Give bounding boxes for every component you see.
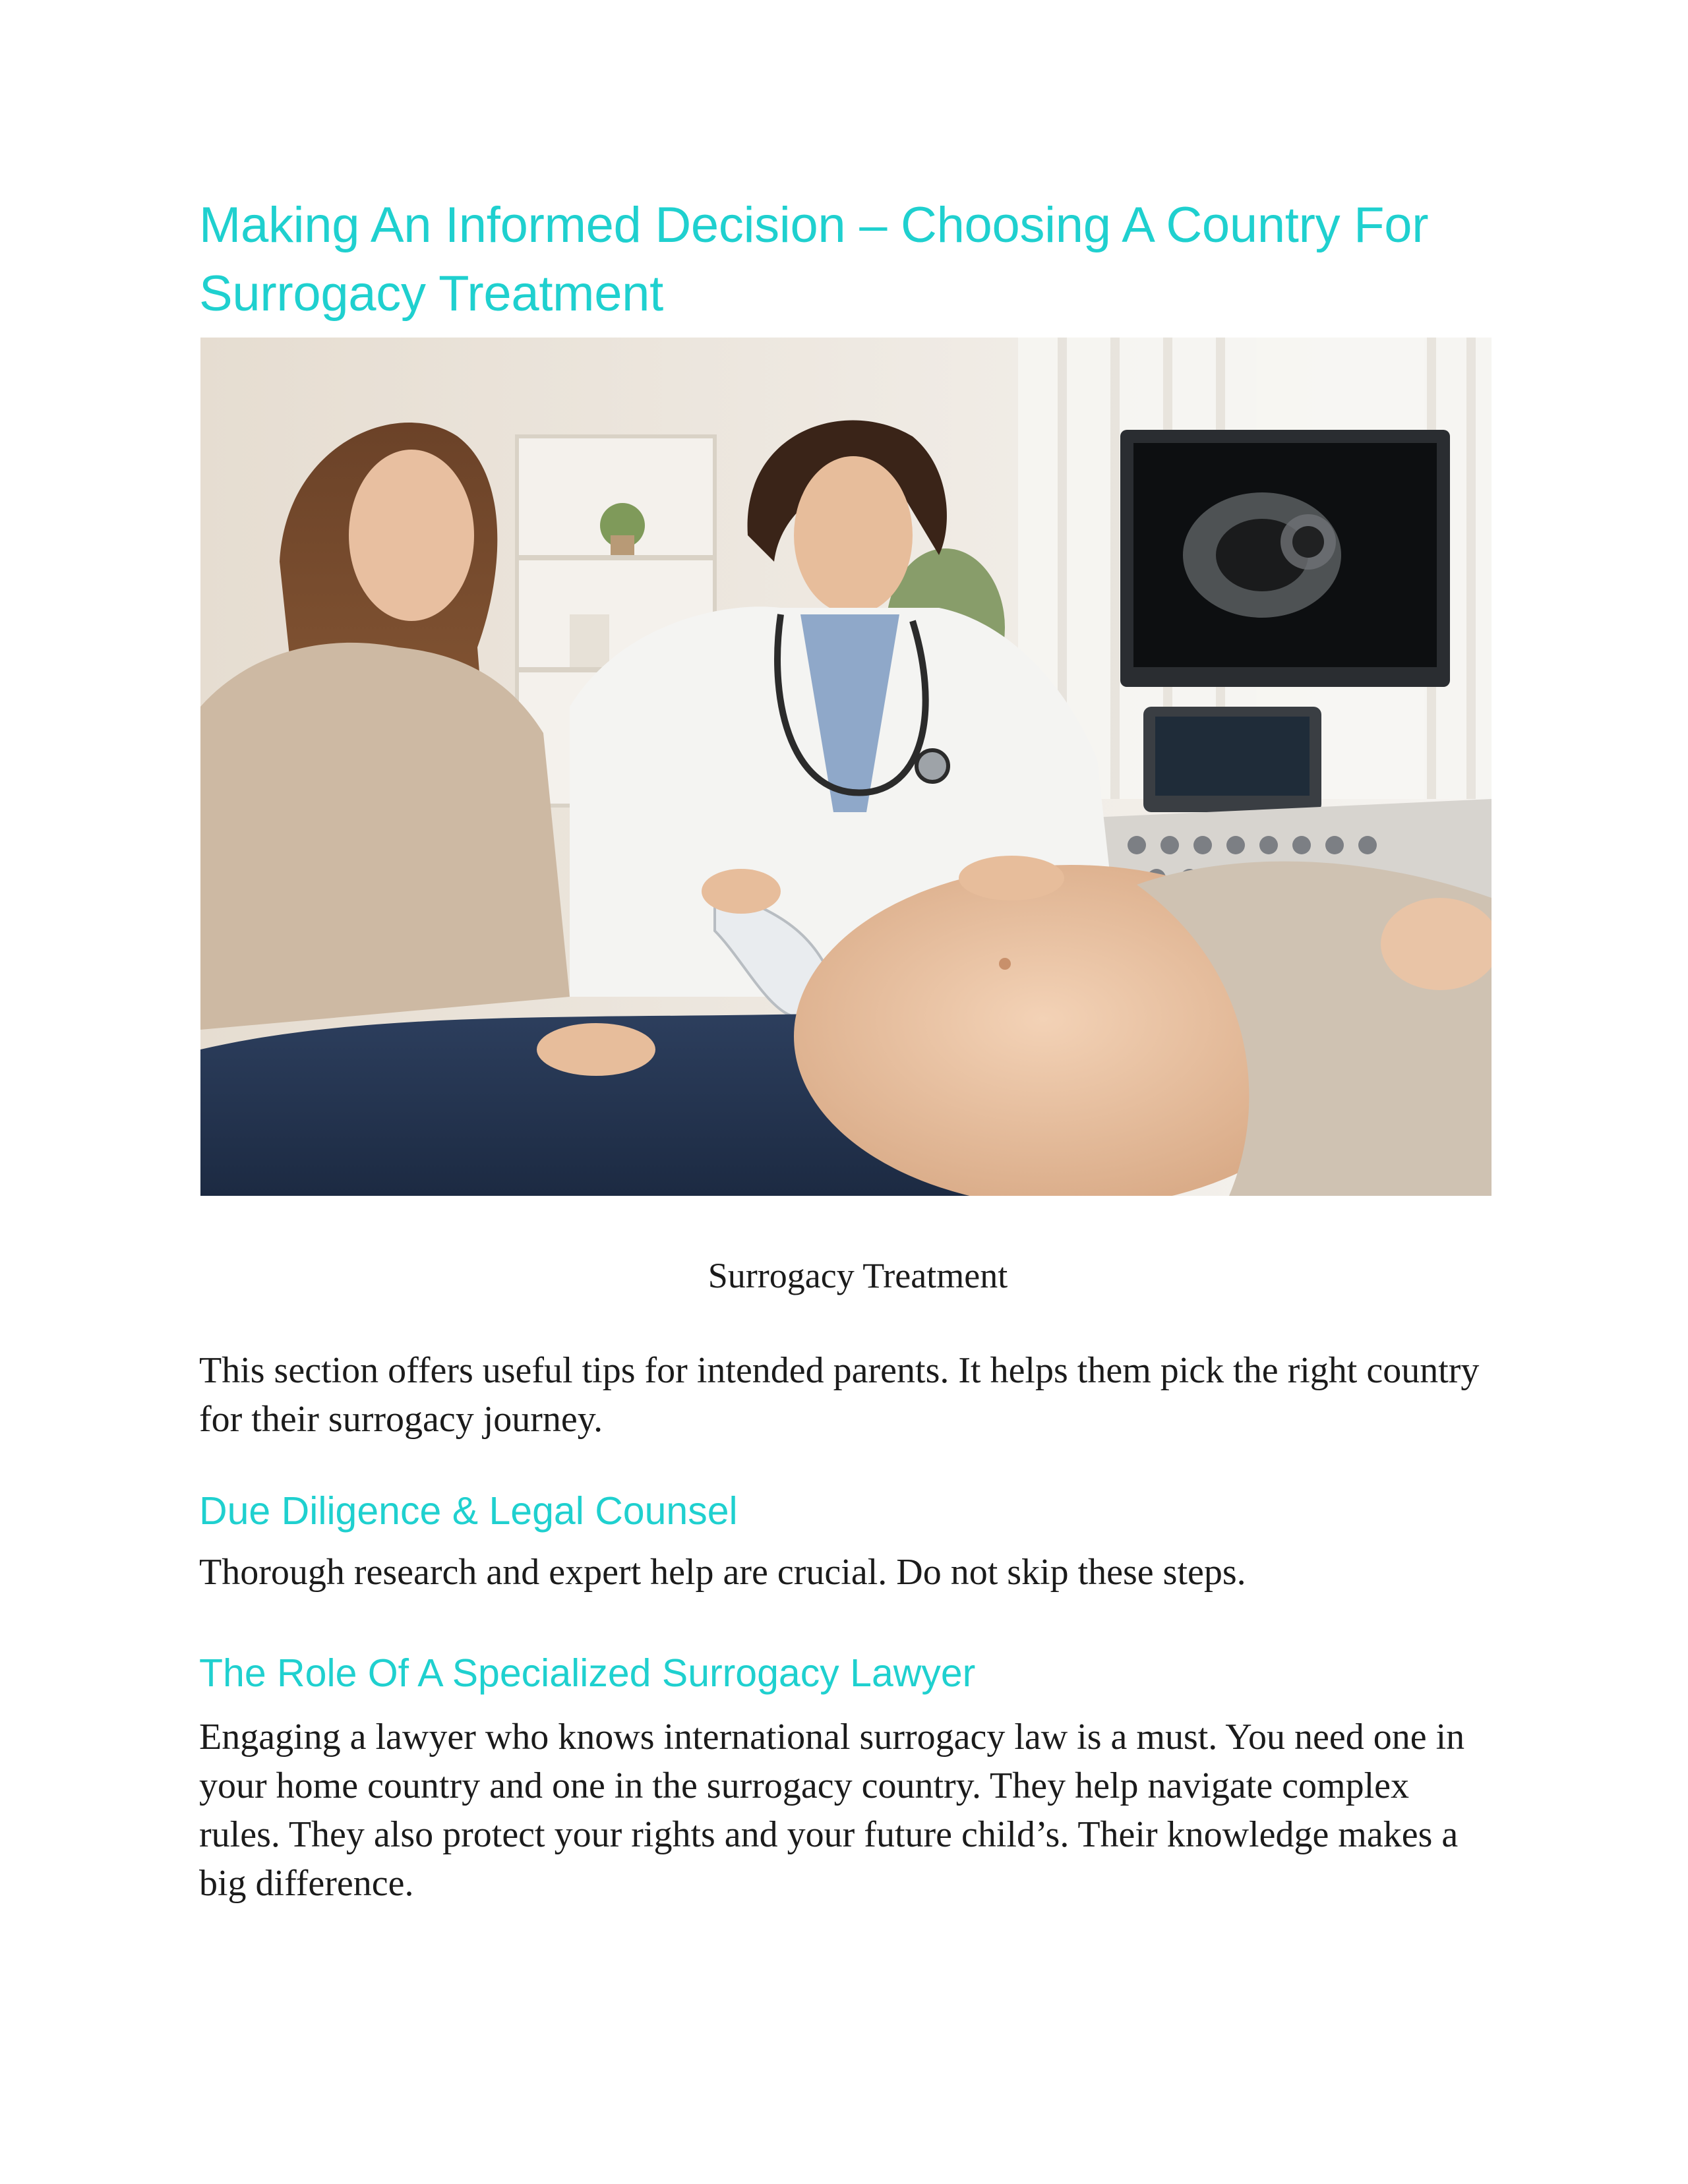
- page-title: Making An Informed Decision – Choosing A Country For Surrogacy Treatment: [199, 197, 1429, 322]
- surrogacy-treatment-photo: [200, 338, 1492, 1196]
- figure-caption: Surrogacy Treatment: [708, 1256, 1008, 1295]
- intro-paragraph: This section offers useful tips for intended parents. It helps them pick the right country for their surrogacy journey.: [199, 1350, 1480, 1440]
- ultrasound-clinic-photo-icon: [200, 338, 1492, 1196]
- section-body-surrogacy-lawyer: Engaging a lawyer who knows international surrogacy law is a must. You need one in your home country and one in the surrogacy country. They help navigate complex rules. They also protect your rights and your future child’s. Their knowledge makes a big difference.: [199, 1717, 1465, 1904]
- section-heading-due-diligence: Due Diligence & Legal Counsel: [199, 1489, 738, 1533]
- section-body-due-diligence: Thorough research and expert help are crucial. Do not skip these steps.: [199, 1552, 1246, 1593]
- section-heading-surrogacy-lawyer: The Role Of A Specialized Surrogacy Lawyer: [199, 1651, 976, 1695]
- article-content: [199, 191, 1493, 1908]
